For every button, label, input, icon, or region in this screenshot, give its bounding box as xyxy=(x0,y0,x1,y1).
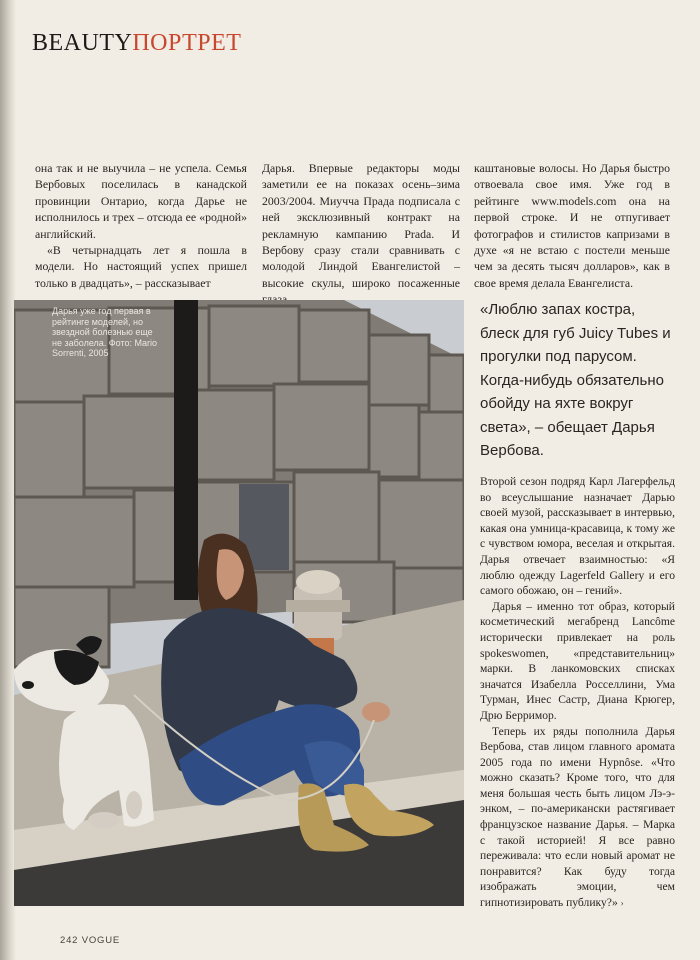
section-title: BEAUTY xyxy=(32,30,133,56)
text-column-1 xyxy=(35,160,247,291)
paragraph: Второй сезон подряд Карл Лагерфельд во всеуслышание назначает Дарью своей музой, рассказывает в интервью, какая она умница-красавица, к тому же с чувством юмора, веселая и открытая. Дарья отвечает взаимностью: «Я люблю одежду Lagerfeld Gallery и его самого обожаю, он – гений». xyxy=(480,475,675,598)
page-number: 242 xyxy=(60,935,79,946)
paragraph: Дарья – именно тот образ, который косметический мегабренд Lancôme исторически привлекает на роль spokeswomen, «представительниц» марки. В ланкомовских списках значатся Изабелла Росселлини, Ума Турман, Инес Састр, Диана Крюгер, Дрю Берримор. xyxy=(480,599,675,722)
page-folio xyxy=(60,935,120,946)
text-column-3 xyxy=(474,160,670,291)
photo-caption: Дарья уже год первая в рейтинге моделей, но звездной болезнью еще не заболела. Фото: Mario Sorrenti, 2005 xyxy=(52,306,157,358)
paragraph: она так и не выучила – не успела. Семья Вербовых поселилась в канадской провинции Онтарио, когда Дарье не исполнилось и трех – отсюда ее «родной» английский. xyxy=(35,161,247,241)
text-column-right xyxy=(480,474,675,912)
subsection-title: ПОРТРЕТ xyxy=(132,30,242,56)
section-header xyxy=(32,30,241,64)
paragraph-last xyxy=(480,724,675,912)
pull-quote: «Люблю запах костра, блеск для губ Juicy Tubes и прогулки под парусом. Когда-нибудь обязательно обойду на яхте вокруг света», – обещает Дарья Вербова. xyxy=(480,301,671,459)
magazine-name: VOGUE xyxy=(81,935,121,946)
continue-marker: › xyxy=(620,898,624,909)
paragraph-text: Теперь их ряды пополнила Дарья Вербова, став лицом главного аромата 2005 года по имени Hypnôse. «Что можно сказать? Кроме того, что для меня большая честь быть лицом Лэ-э-энком, – по-американски растягивает французское название Дарья. – Марка с такой историей! Я все равно переживала: что если новый аромат не понравится? Как буду тогда изображать эмоции, чем гипнотизировать публику?» xyxy=(480,724,675,910)
text-column-2 xyxy=(262,160,460,308)
paragraph: «В четырнадцать лет я пошла в модели. Но настоящий успех пришел только в двадцать», – рассказывает xyxy=(35,243,247,290)
paragraph: Дарья. Впервые редакторы моды заметили ее на показах осень–зима 2003/2004. Миучча Прада подписала с ней эксклюзивный контракт на рекламную кампанию Prada. И Вербову сразу стали сравнивать с молодой Линдой Евангелистой – высокие скулы, широко посаженные xyxy=(262,161,460,290)
photo-model-with-dog xyxy=(14,300,464,906)
paragraph: каштановые волосы. Но Дарья быстро отвоевала свое имя. Уже год в рейтинге www.models.com она на первой строке. И не отпугивает фотографов и стилистов капризами в духе «я не встаю с постели меньше чем за десять тысяч долларов», как в свое время делала Евангелиста. xyxy=(474,161,670,290)
